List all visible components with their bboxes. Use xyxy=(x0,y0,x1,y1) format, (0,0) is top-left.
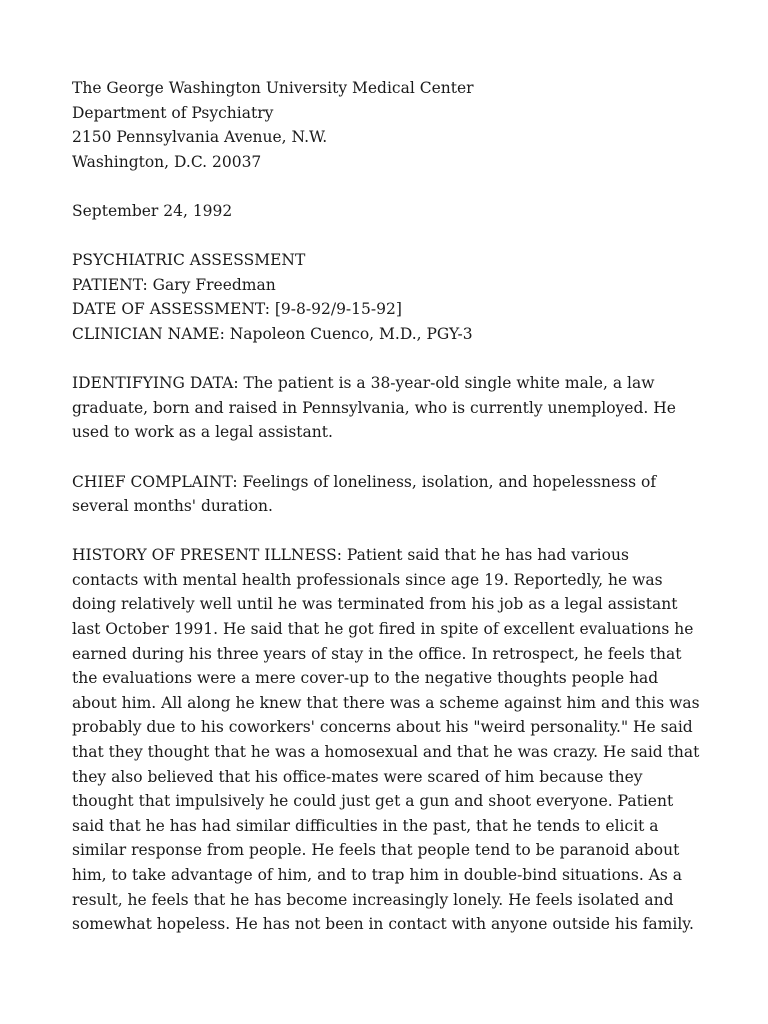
identifying-line-1 xyxy=(72,371,702,396)
history-line-16: somewhat hopeless. He has not been in contact with anyone outside his family. xyxy=(72,915,694,934)
identifying-data-label: IDENTIFYING DATA: xyxy=(72,374,239,393)
history-line-15: result, he feels that he has become increasingly lonely. He feels isolated and xyxy=(72,890,674,909)
history-line-4: last October 1991. He said that he got fired in spite of excellent evaluations he xyxy=(72,620,694,639)
history-line-5: earned during his three years of stay in the office. In retrospect, he feels that xyxy=(72,644,682,663)
patient-line xyxy=(72,273,702,298)
history-line-10: they also believed that his office-mates were scared of him because they xyxy=(72,767,643,786)
institution-name: The George Washington University Medical Center xyxy=(72,79,474,97)
history-line-13: similar response from people. He feels that people tend to be paranoid about xyxy=(72,841,680,860)
clinician-label: CLINICIAN NAME: xyxy=(72,324,225,343)
history-line-12: said that he has had similar difficulties in the past, that he tends to elicit a xyxy=(72,816,659,835)
history-line-3: doing relatively well until he was terminated from his job as a legal assistant xyxy=(72,595,678,614)
history-line-11: thought that impulsively he could just get a gun and shoot everyone. Patient xyxy=(72,792,674,811)
complaint-text: Feelings of loneliness, isolation, and hopelessness of xyxy=(237,472,657,491)
letter-date: September 24, 1992 xyxy=(72,201,233,220)
assessment-date-label: DATE OF ASSESSMENT: xyxy=(72,300,270,319)
chief-complaint-label: CHIEF COMPLAINT: xyxy=(72,472,238,491)
city-address: Washington, D.C. 20037 xyxy=(72,152,262,171)
complaint-line-1 xyxy=(72,470,702,495)
letter-date-block xyxy=(72,199,702,224)
patient-name: Gary Freedman xyxy=(152,275,276,294)
clinician-line xyxy=(72,322,702,347)
clinician-name: Napoleon Cuenco, M.D., PGY-3 xyxy=(229,324,473,343)
history-text: Patient said that he has had various xyxy=(342,546,629,565)
identifying-data-section xyxy=(72,371,702,445)
history-line-9: that they thought that he was a homosexual and that he was crazy. He said that xyxy=(72,743,700,762)
letterhead xyxy=(72,76,702,174)
history-line-2: contacts with mental health professionals since age 19. Reportedly, he was xyxy=(72,570,663,589)
history-line-1 xyxy=(72,543,702,568)
assessment-title: PSYCHIATRIC ASSESSMENT xyxy=(72,251,306,270)
assessment-date-value: [9-8-92/9-15-92] xyxy=(274,300,402,319)
identifying-line-3: used to work as a legal assistant. xyxy=(72,423,333,442)
document-page xyxy=(72,76,702,961)
history-line-7: about him. All along he knew that there was a scheme against him and this was xyxy=(72,693,700,712)
assessment-header xyxy=(72,248,702,346)
identifying-text: The patient is a 38-year-old single white male, a law xyxy=(238,374,655,393)
patient-label: PATIENT: xyxy=(72,275,148,294)
history-line-6: the evaluations were a mere cover-up to the negative thoughts people had xyxy=(72,669,659,688)
assessment-date-line xyxy=(72,297,702,322)
history-line-14: him, to take advantage of him, and to trap him in double-bind situations. As a xyxy=(72,866,683,884)
complaint-line-2: several months' duration. xyxy=(72,497,273,516)
identifying-line-2: graduate, born and raised in Pennsylvania, who is currently unemployed. He xyxy=(72,398,676,417)
history-line-8: probably due to his coworkers' concerns about his "weird personality." He said xyxy=(72,718,693,737)
history-label: HISTORY OF PRESENT ILLNESS: xyxy=(72,546,342,565)
street-address: 2150 Pennsylvania Avenue, N.W. xyxy=(72,128,328,147)
chief-complaint-section xyxy=(72,470,702,519)
history-section xyxy=(72,543,702,937)
department-name: Department of Psychiatry xyxy=(72,103,274,122)
